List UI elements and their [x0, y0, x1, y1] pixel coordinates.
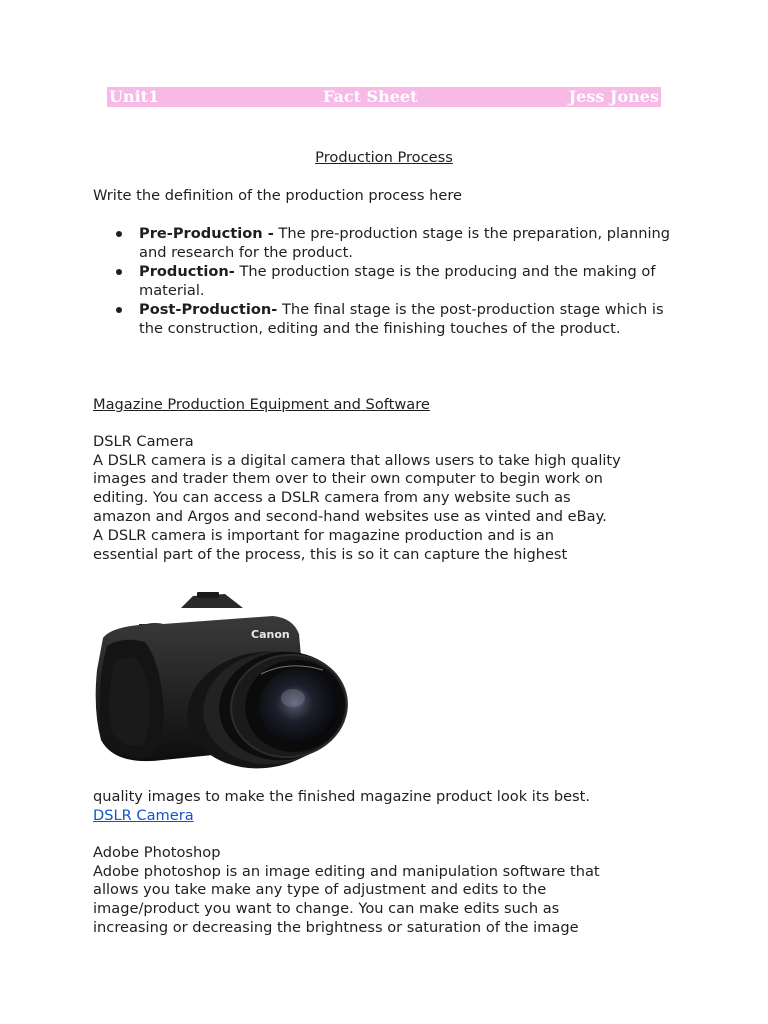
- header-unit: Unit1: [109, 87, 160, 106]
- camera-brand: Canon: [251, 628, 290, 641]
- dslr-line: A DSLR camera is important for magazine production and is an: [93, 527, 555, 544]
- stage-text: The final stage is the post-production stage which is the construction, editing and the finishing touches of the product.: [139, 301, 664, 337]
- photoshop-line: allows you take make any type of adjustment and edits to the: [93, 881, 547, 898]
- stage-term: Pre-Production -: [139, 225, 274, 242]
- stage-list: [139, 224, 684, 338]
- dslr-line: essential part of the process, this is so it can capture the highest: [93, 546, 568, 563]
- list-item: [139, 224, 684, 262]
- bullet-icon: [116, 269, 122, 275]
- dslr-line: A DSLR camera is a digital camera that allows users to take high quality: [93, 452, 621, 469]
- dslr-line: images and trader them over to their own computer to begin work on: [93, 470, 603, 487]
- photoshop-line: Adobe photoshop is an image editing and manipulation software that: [93, 863, 600, 880]
- list-item: [139, 300, 684, 338]
- definition-prompt: Write the definition of the production process here: [93, 187, 462, 204]
- dslr-line: editing. You can access a DSLR camera from any website such as: [93, 489, 571, 506]
- dslr-camera-link-text[interactable]: DSLR Camera: [93, 807, 194, 824]
- photoshop-line: image/product you want to change. You can make edits such as: [93, 900, 560, 917]
- bullet-icon: [116, 231, 122, 237]
- dslr-continuation: quality images to make the finished magazine product look its best.: [93, 788, 591, 805]
- dslr-line: amazon and Argos and second-hand websites use as vinted and eBay.: [93, 508, 607, 525]
- list-item: [139, 262, 684, 300]
- header-title: Fact Sheet: [323, 87, 418, 106]
- equipment-heading: Magazine Production Equipment and Software: [93, 396, 430, 413]
- bullet-icon: [116, 307, 122, 313]
- dslr-title: DSLR Camera: [93, 433, 194, 450]
- stage-text: The production stage is the producing and the making of material.: [139, 263, 656, 299]
- dslr-camera-image: [93, 590, 353, 778]
- stage-term: Production-: [139, 263, 235, 280]
- stage-term: Post-Production-: [139, 301, 278, 318]
- stage-text: The pre-production stage is the preparation, planning and research for the product.: [139, 225, 671, 261]
- photoshop-line: increasing or decreasing the brightness or saturation of the image: [93, 919, 579, 936]
- header-bar: [107, 87, 661, 107]
- photoshop-title: Adobe Photoshop: [93, 844, 221, 861]
- dslr-camera-link[interactable]: [93, 806, 194, 825]
- header-author: Jess Jones: [568, 87, 659, 106]
- production-process-heading: Production Process: [315, 149, 453, 166]
